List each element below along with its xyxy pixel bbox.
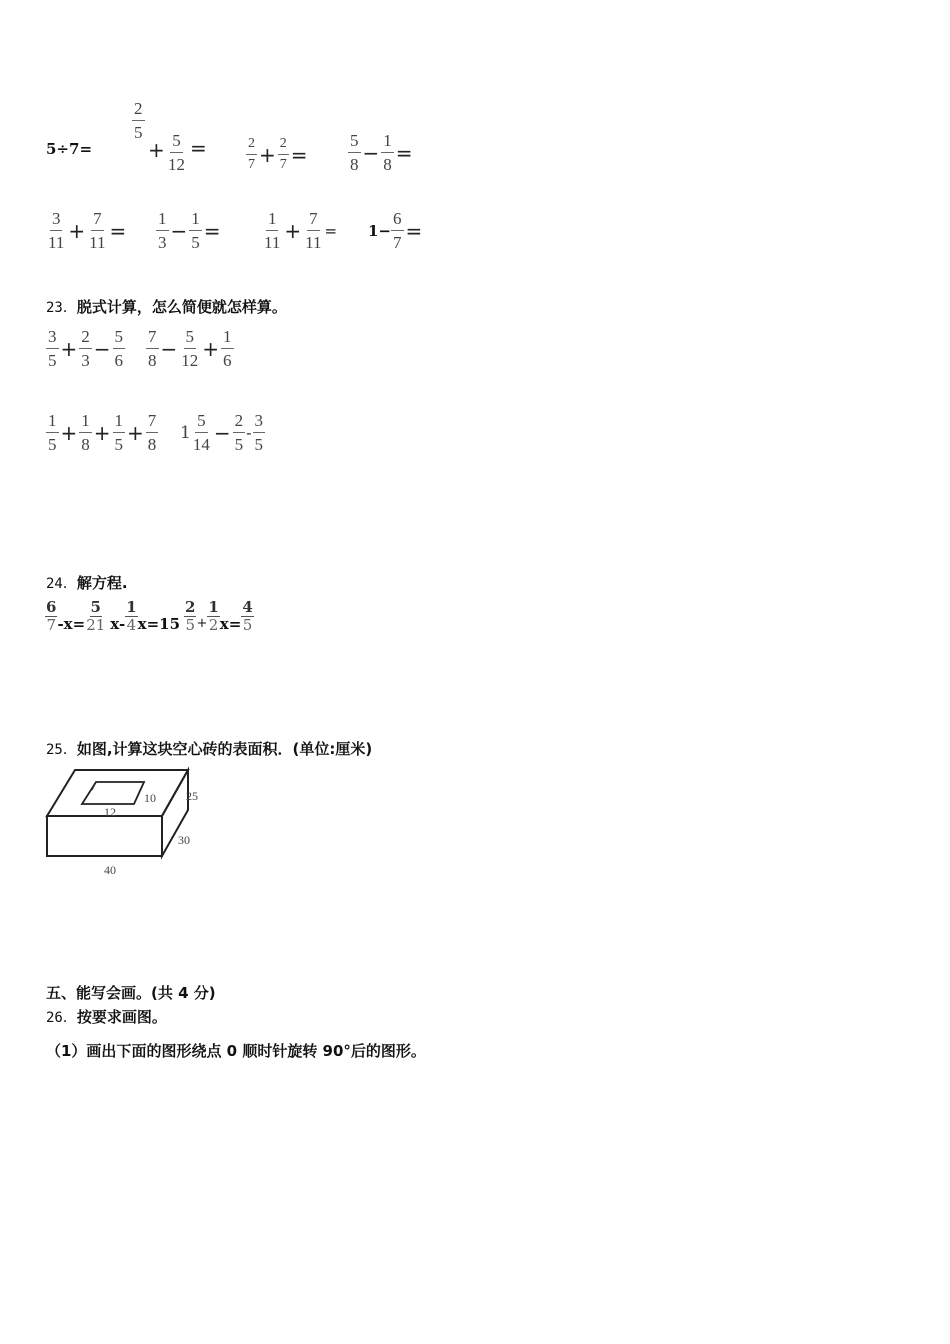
question-26-heading [46,1006,167,1027]
fraction [146,412,159,453]
numerator: 5 [195,412,208,433]
denominator: 4 [126,616,137,634]
numerator: 1 [113,412,126,433]
denominator: 6 [114,351,124,370]
denominator: 12 [168,155,185,174]
equals-sign: = [109,218,127,243]
operator: + [202,336,220,361]
operator: - [246,423,252,442]
denominator: 7 [46,616,56,634]
denominator: 11 [264,233,281,252]
denominator: 8 [383,155,392,174]
numerator: 4 [242,598,253,616]
operator: − [213,420,231,445]
fraction [146,328,159,369]
operator: − [170,218,188,243]
denominator: 5 [48,435,57,454]
fraction [156,210,169,251]
fraction [184,600,196,633]
question-title: 如图,计算这块空心砖的表面积．(单位:厘米) [76,740,373,758]
question-number: 26． [46,1010,77,1026]
denominator: 5 [254,435,264,454]
fraction [46,328,59,369]
question-26-sub-1 [46,1040,426,1061]
fraction [253,412,266,453]
numerator: 7 [146,328,159,349]
fraction [113,328,126,369]
fraction [79,412,92,453]
fraction [45,600,57,633]
numerator: 1 [266,210,279,231]
question-number: 25． [46,742,77,758]
operator: + [127,420,144,445]
fraction [87,210,107,251]
numerator: 2 [233,412,246,433]
numerator: 1 [221,328,234,349]
numerator: 5 [90,598,101,616]
label-hole-width: 10 [144,791,156,805]
fraction [207,600,219,633]
operator: + [284,218,302,243]
denominator: 14 [192,435,210,454]
operator: + [60,420,78,445]
operator: + [60,336,78,361]
fraction [46,210,66,251]
denominator: 3 [81,351,90,370]
equation-text: x- [110,614,126,633]
numerator: 3 [253,412,266,433]
label-length: 40 [104,863,116,877]
fraction [132,100,145,141]
numerator: 5 [348,132,361,153]
fraction [79,328,92,369]
fraction [262,210,282,251]
operator: − [93,336,111,361]
numerator: 2 [278,137,289,155]
denominator: 8 [350,155,359,174]
denominator: 5 [48,351,57,370]
fraction [166,132,187,173]
hollow-brick-figure [40,764,220,882]
question-number: 23． [46,300,77,316]
denominator: 5 [242,616,253,634]
fraction [348,132,361,173]
fraction [113,412,126,453]
fraction [303,210,323,251]
q23-expr-2 [146,328,234,369]
question-24-heading [46,572,128,593]
label-hole-length: 12 [104,805,116,819]
fraction [179,328,200,369]
numerator: 2 [132,100,145,121]
numerator: 5 [184,328,197,349]
denominator: 11 [89,233,106,252]
fraction [125,600,137,633]
label-height: 25 [186,789,198,803]
numerator: 2 [246,137,257,155]
expr-row1-3 [246,137,310,172]
numerator: 1 [381,132,394,153]
fraction [241,600,253,633]
q24-equations [45,600,254,633]
numerator: 3 [50,210,63,231]
label-width: 30 [178,833,190,847]
equals-sign: = [203,218,221,243]
section-title-text: 五、能写会画。(共 4 分) [46,984,216,1002]
whole-part: 1 [180,422,191,443]
denominator: 7 [393,233,402,252]
denominator: 8 [147,435,157,454]
question-title: 脱式计算，怎么简便就怎样算。 [76,298,287,316]
expr-row1-2 [130,100,230,180]
numerator: 7 [146,412,159,433]
operator: + [148,138,165,162]
numerator: 6 [46,598,57,616]
expr-row2-4 [368,210,424,251]
question-number: 24． [46,576,77,592]
operator: − [362,140,380,165]
numerator: 1 [126,598,137,616]
fraction [278,137,289,172]
q23-expr-3 [46,412,158,453]
operator: + [93,420,111,445]
fraction [189,210,202,251]
denominator: 7 [279,157,287,172]
expr-text: 5÷7= [46,140,93,158]
equation-text: x=15 [137,614,181,633]
denominator: 2 [208,616,219,634]
fraction [233,412,246,453]
question-title: 解方程. [76,574,128,592]
equals-sign: = [290,142,308,167]
numerator: 1 [208,598,219,616]
expr-row1-4 [348,132,415,173]
expr-row2-1 [46,210,128,251]
numerator: 7 [91,210,104,231]
equals-sign: = [405,218,423,243]
fraction [191,412,212,453]
fraction [221,328,234,369]
expr-row2-2 [156,210,223,251]
numerator: 6 [391,210,404,231]
expr-row2-3 [262,210,338,251]
q23-expr-4 [180,412,265,453]
denominator: 5 [185,616,195,634]
numerator: 3 [46,328,59,349]
operator: + [68,218,86,243]
denominator: 3 [158,233,167,252]
numerator: 7 [307,210,320,231]
operator: − [160,336,178,361]
equals-sign: = [190,136,207,160]
question-23-heading [46,296,287,317]
numerator: 2 [185,598,196,616]
denominator: 11 [305,233,322,252]
fraction [85,600,106,633]
whole-part: 1− [368,221,392,240]
numerator: 5 [113,328,126,349]
operator: + [259,142,276,167]
question-25-heading [46,738,372,759]
denominator: 5 [134,123,143,142]
denominator: 12 [181,351,199,370]
fraction [381,132,394,173]
sub-question-text: （1）画出下面的图形绕点 0 顺时针旋转 90°后的图形。 [46,1042,426,1060]
denominator: 8 [81,435,90,454]
equation-text: x= [219,614,242,633]
fraction [391,210,404,251]
operator: + [196,616,208,631]
denominator: 6 [223,351,232,370]
expr-5-div-7 [46,140,92,158]
numerator: 1 [79,412,92,433]
numerator: 5 [170,132,183,153]
section-5-title [46,982,216,1003]
fraction [246,137,257,172]
q23-expr-1 [46,328,125,369]
denominator: 7 [248,157,255,172]
numerator: 1 [156,210,169,231]
fraction [46,412,59,453]
question-title: 按要求画图。 [76,1008,167,1026]
equals-sign: = [324,221,338,240]
denominator: 21 [86,616,106,634]
denominator: 11 [48,233,65,252]
denominator: 5 [191,233,200,252]
denominator: 5 [114,435,124,454]
numerator: 2 [79,328,92,349]
denominator: 5 [234,435,244,454]
numerator: 1 [46,412,59,433]
equals-sign: = [395,140,413,165]
equation-text: -x= [57,614,86,633]
denominator: 8 [148,351,157,370]
numerator: 1 [189,210,202,231]
